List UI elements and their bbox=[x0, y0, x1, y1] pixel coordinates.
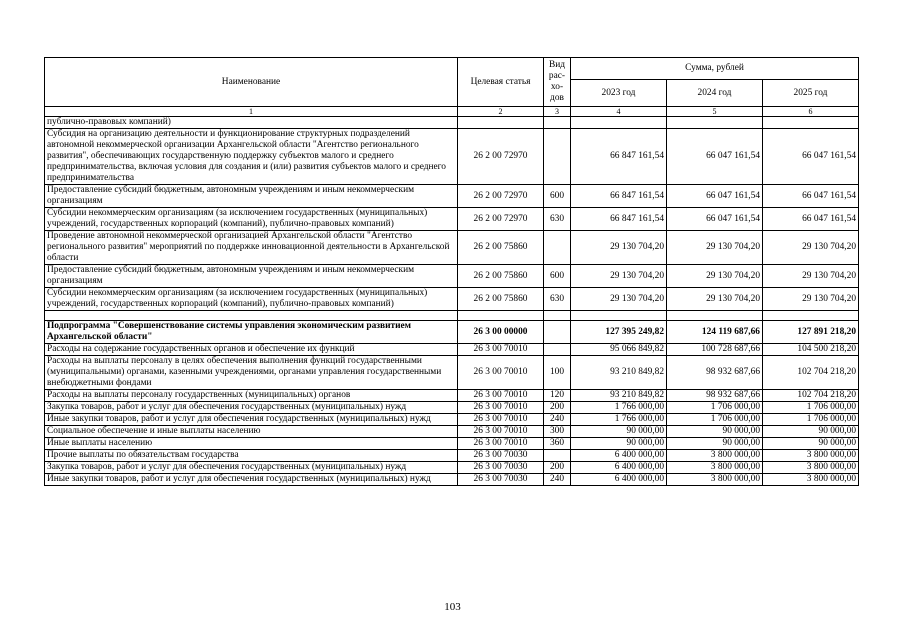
row-name: Расходы на содержание государственных органов и обеспечение их функций bbox=[45, 344, 458, 356]
row-sum-2025: 29 130 704,20 bbox=[763, 231, 859, 265]
row-sum-2023: 66 847 161,54 bbox=[571, 129, 667, 185]
row-expense-type: 630 bbox=[544, 288, 571, 311]
header-expense-type: Вид рас-хо-дов bbox=[544, 58, 571, 107]
row-expense-type: 240 bbox=[544, 414, 571, 426]
budget-table bbox=[44, 57, 859, 486]
row-sum-2023 bbox=[571, 311, 667, 321]
row-target-article: 26 2 00 72970 bbox=[458, 129, 544, 185]
table-row bbox=[45, 265, 859, 288]
header-year-2023: 2023 год bbox=[571, 80, 667, 107]
row-target-article bbox=[458, 311, 544, 321]
header-year-2025: 2025 год bbox=[763, 80, 859, 107]
table-row bbox=[45, 414, 859, 426]
table-row bbox=[45, 117, 859, 129]
column-number: 1 bbox=[45, 107, 458, 117]
row-sum-2025 bbox=[763, 117, 859, 129]
row-name: Субсидии некоммерческим организациям (за исключением государственных (муниципальных) учреждений, государственных корпораций (компаний), публично-правовых компаний) bbox=[45, 208, 458, 231]
row-sum-2025: 90 000,00 bbox=[763, 438, 859, 450]
row-name: Социальное обеспечение и иные выплаты населению bbox=[45, 426, 458, 438]
row-sum-2024: 3 800 000,00 bbox=[667, 474, 763, 486]
subprogram-row bbox=[45, 321, 859, 344]
row-expense-type: 200 bbox=[544, 462, 571, 474]
row-sum-2023: 6 400 000,00 bbox=[571, 474, 667, 486]
row-sum-2025: 127 891 218,20 bbox=[763, 321, 859, 344]
row-sum-2023: 29 130 704,20 bbox=[571, 265, 667, 288]
row-expense-type bbox=[544, 129, 571, 185]
row-sum-2024 bbox=[667, 117, 763, 129]
row-expense-type bbox=[544, 450, 571, 462]
row-target-article: 26 3 00 70010 bbox=[458, 390, 544, 402]
row-sum-2024: 90 000,00 bbox=[667, 438, 763, 450]
row-sum-2024: 66 047 161,54 bbox=[667, 129, 763, 185]
column-number: 6 bbox=[763, 107, 859, 117]
column-number: 2 bbox=[458, 107, 544, 117]
table-row bbox=[45, 402, 859, 414]
row-sum-2024: 29 130 704,20 bbox=[667, 265, 763, 288]
row-sum-2025: 1 706 000,00 bbox=[763, 414, 859, 426]
row-name: Расходы на выплаты персоналу в целях обеспечения выполнения функций государственными (муниципальными) органами, казенными учреждениями, органами управления государственными внебюджетными фондами bbox=[45, 356, 458, 390]
table-row bbox=[45, 474, 859, 486]
table-row bbox=[45, 462, 859, 474]
table-row bbox=[45, 450, 859, 462]
column-number: 5 bbox=[667, 107, 763, 117]
row-expense-type: 360 bbox=[544, 438, 571, 450]
row-sum-2023: 1 766 000,00 bbox=[571, 402, 667, 414]
row-target-article: 26 3 00 70030 bbox=[458, 450, 544, 462]
table-row bbox=[45, 185, 859, 208]
row-target-article: 26 3 00 00000 bbox=[458, 321, 544, 344]
row-sum-2025: 3 800 000,00 bbox=[763, 474, 859, 486]
row-expense-type bbox=[544, 231, 571, 265]
row-sum-2024: 3 800 000,00 bbox=[667, 450, 763, 462]
row-target-article: 26 2 00 72970 bbox=[458, 208, 544, 231]
row-sum-2025: 102 704 218,20 bbox=[763, 390, 859, 402]
row-sum-2024: 90 000,00 bbox=[667, 426, 763, 438]
table-spacer-row bbox=[45, 311, 859, 321]
row-sum-2024: 100 728 687,66 bbox=[667, 344, 763, 356]
row-sum-2023: 93 210 849,82 bbox=[571, 356, 667, 390]
row-target-article: 26 2 00 75860 bbox=[458, 265, 544, 288]
row-sum-2023: 127 395 249,82 bbox=[571, 321, 667, 344]
page-number: 103 bbox=[444, 601, 461, 613]
header-sum: Сумма, рублей bbox=[571, 58, 859, 80]
column-number: 4 bbox=[571, 107, 667, 117]
row-sum-2023: 66 847 161,54 bbox=[571, 208, 667, 231]
row-sum-2023: 29 130 704,20 bbox=[571, 288, 667, 311]
row-target-article: 26 3 00 70010 bbox=[458, 344, 544, 356]
table-row bbox=[45, 344, 859, 356]
row-expense-type: 100 bbox=[544, 356, 571, 390]
row-sum-2023: 66 847 161,54 bbox=[571, 185, 667, 208]
row-sum-2024: 124 119 687,66 bbox=[667, 321, 763, 344]
row-name: Прочие выплаты по обязательствам государства bbox=[45, 450, 458, 462]
row-target-article: 26 3 00 70010 bbox=[458, 414, 544, 426]
row-name: Расходы на выплаты персоналу государственных (муниципальных) органов bbox=[45, 390, 458, 402]
row-sum-2025: 102 704 218,20 bbox=[763, 356, 859, 390]
table-row bbox=[45, 208, 859, 231]
row-name: Субсидия на организацию деятельности и функционирование структурных подразделений автономной некоммерческой организации Архангельской области "Агентство регионального развития", обеспечивающих государственную поддержку субъектов малого и среднего предпринимательства, включая условия для создания и (или) развития субъектов малого и среднего предпринимательства bbox=[45, 129, 458, 185]
table-row bbox=[45, 438, 859, 450]
row-name: Закупка товаров, работ и услуг для обеспечения государственных (муниципальных) нужд bbox=[45, 402, 458, 414]
row-sum-2024: 29 130 704,20 bbox=[667, 231, 763, 265]
row-expense-type: 600 bbox=[544, 185, 571, 208]
row-target-article: 26 2 00 75860 bbox=[458, 288, 544, 311]
row-target-article: 26 3 00 70010 bbox=[458, 426, 544, 438]
table-row bbox=[45, 231, 859, 265]
row-expense-type: 600 bbox=[544, 265, 571, 288]
row-sum-2024: 1 706 000,00 bbox=[667, 402, 763, 414]
row-sum-2024: 98 932 687,66 bbox=[667, 356, 763, 390]
row-target-article bbox=[458, 117, 544, 129]
row-name: Иные закупки товаров, работ и услуг для обеспечения государственных (муниципальных) нужд bbox=[45, 474, 458, 486]
row-sum-2024: 66 047 161,54 bbox=[667, 208, 763, 231]
row-sum-2023 bbox=[571, 117, 667, 129]
row-sum-2024: 98 932 687,66 bbox=[667, 390, 763, 402]
row-sum-2023: 6 400 000,00 bbox=[571, 462, 667, 474]
row-sum-2024: 1 706 000,00 bbox=[667, 414, 763, 426]
row-name: Подпрограмма "Совершенствование системы управления экономическим развитием Архангельской области" bbox=[45, 321, 458, 344]
row-target-article: 26 3 00 70030 bbox=[458, 474, 544, 486]
table-row bbox=[45, 426, 859, 438]
row-sum-2025: 3 800 000,00 bbox=[763, 462, 859, 474]
row-sum-2025: 29 130 704,20 bbox=[763, 288, 859, 311]
row-sum-2025: 29 130 704,20 bbox=[763, 265, 859, 288]
row-target-article: 26 2 00 72970 bbox=[458, 185, 544, 208]
row-sum-2023: 90 000,00 bbox=[571, 438, 667, 450]
row-expense-type: 200 bbox=[544, 402, 571, 414]
row-expense-type bbox=[544, 321, 571, 344]
row-sum-2023: 95 066 849,82 bbox=[571, 344, 667, 356]
table-row bbox=[45, 129, 859, 185]
row-name: Иные выплаты населению bbox=[45, 438, 458, 450]
table-row bbox=[45, 356, 859, 390]
row-sum-2024 bbox=[667, 311, 763, 321]
table-body bbox=[45, 117, 859, 486]
row-expense-type bbox=[544, 117, 571, 129]
row-sum-2023: 6 400 000,00 bbox=[571, 450, 667, 462]
column-number: 3 bbox=[544, 107, 571, 117]
row-sum-2025: 90 000,00 bbox=[763, 426, 859, 438]
row-sum-2024: 66 047 161,54 bbox=[667, 185, 763, 208]
row-name: Иные закупки товаров, работ и услуг для обеспечения государственных (муниципальных) нужд bbox=[45, 414, 458, 426]
table-row bbox=[45, 288, 859, 311]
row-name: Субсидии некоммерческим организациям (за исключением государственных (муниципальных) учреждений, государственных корпораций (компаний), публично-правовых компаний) bbox=[45, 288, 458, 311]
row-sum-2025: 3 800 000,00 bbox=[763, 450, 859, 462]
row-sum-2025: 66 047 161,54 bbox=[763, 129, 859, 185]
row-target-article: 26 3 00 70010 bbox=[458, 356, 544, 390]
row-sum-2023: 29 130 704,20 bbox=[571, 231, 667, 265]
row-sum-2023: 1 766 000,00 bbox=[571, 414, 667, 426]
row-sum-2025: 1 706 000,00 bbox=[763, 402, 859, 414]
row-sum-2025: 66 047 161,54 bbox=[763, 208, 859, 231]
row-sum-2025: 104 500 218,20 bbox=[763, 344, 859, 356]
table-row bbox=[45, 390, 859, 402]
row-expense-type: 630 bbox=[544, 208, 571, 231]
row-name: Предоставление субсидий бюджетным, автономным учреждениям и иным некоммерческим организациям bbox=[45, 185, 458, 208]
column-number-row bbox=[45, 107, 859, 117]
row-expense-type: 300 bbox=[544, 426, 571, 438]
row-target-article: 26 3 00 70010 bbox=[458, 438, 544, 450]
header-year-2024: 2024 год bbox=[667, 80, 763, 107]
row-target-article: 26 2 00 75860 bbox=[458, 231, 544, 265]
row-sum-2025 bbox=[763, 311, 859, 321]
row-name: Предоставление субсидий бюджетным, автономным учреждениям и иным некоммерческим организациям bbox=[45, 265, 458, 288]
row-target-article: 26 3 00 70010 bbox=[458, 402, 544, 414]
header-target-article: Целевая статья bbox=[458, 58, 544, 107]
row-name: Закупка товаров, работ и услуг для обеспечения государственных (муниципальных) нужд bbox=[45, 462, 458, 474]
header-name: Наименование bbox=[45, 58, 458, 107]
row-name: публично-правовых компаний) bbox=[45, 117, 458, 129]
row-expense-type: 120 bbox=[544, 390, 571, 402]
row-name: Проведение автономной некоммерческой организацией Архангельской области "Агентство регионального развития" мероприятий по поддержке инновационной деятельности в Архангельской области bbox=[45, 231, 458, 265]
row-target-article: 26 3 00 70030 bbox=[458, 462, 544, 474]
row-sum-2023: 93 210 849,82 bbox=[571, 390, 667, 402]
row-expense-type bbox=[544, 311, 571, 321]
row-sum-2024: 3 800 000,00 bbox=[667, 462, 763, 474]
row-sum-2023: 90 000,00 bbox=[571, 426, 667, 438]
row-sum-2025: 66 047 161,54 bbox=[763, 185, 859, 208]
row-expense-type: 240 bbox=[544, 474, 571, 486]
row-name bbox=[45, 311, 458, 321]
row-expense-type bbox=[544, 344, 571, 356]
row-sum-2024: 29 130 704,20 bbox=[667, 288, 763, 311]
